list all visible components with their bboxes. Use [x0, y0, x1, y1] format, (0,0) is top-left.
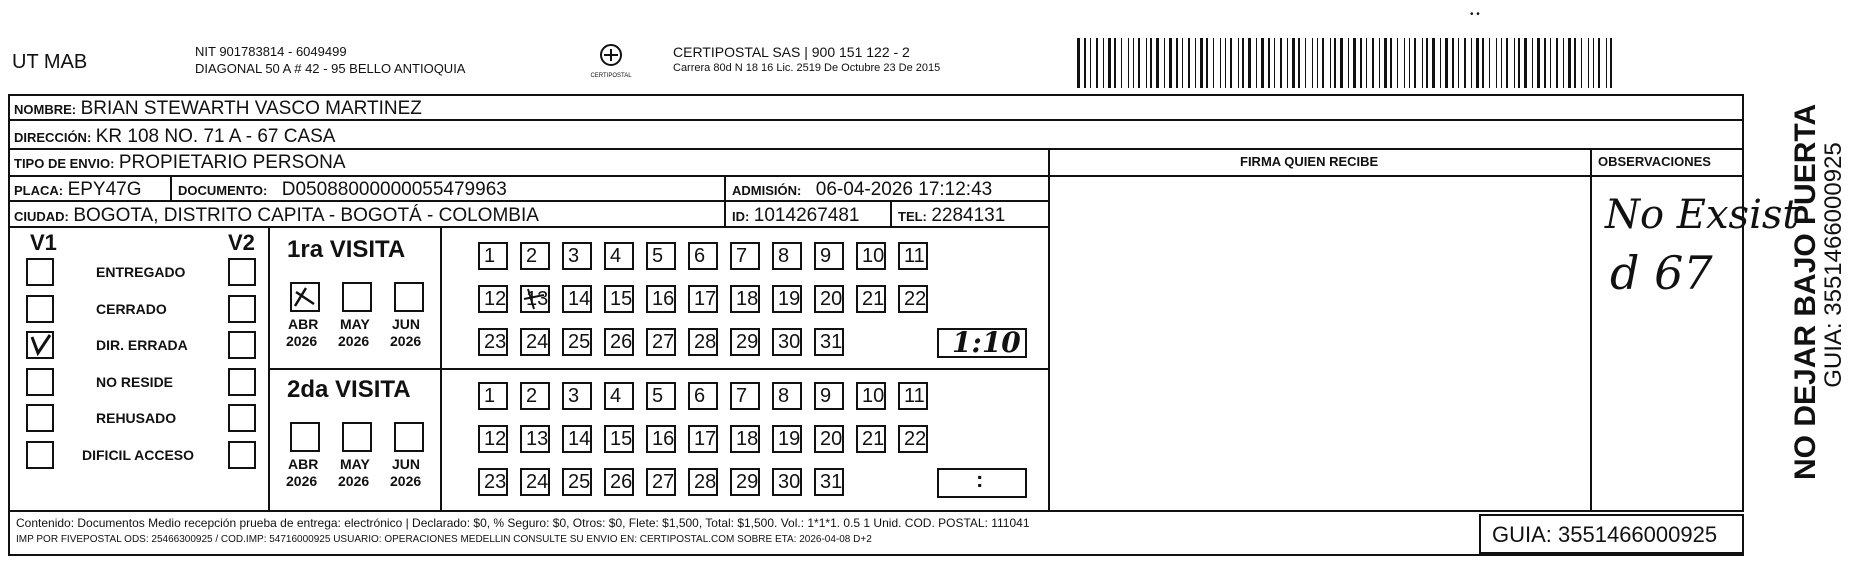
- day-box[interactable]: 26: [604, 468, 634, 496]
- day-box[interactable]: 1: [478, 382, 508, 410]
- day-box[interactable]: 18: [730, 285, 760, 313]
- month-checkbox[interactable]: [394, 422, 424, 452]
- day-box[interactable]: 6: [688, 242, 718, 270]
- v2-checkbox[interactable]: [228, 331, 256, 359]
- day-box[interactable]: 2: [520, 242, 550, 270]
- day-box[interactable]: 28: [688, 468, 718, 496]
- day-box[interactable]: 23: [478, 328, 508, 356]
- day-box[interactable]: 29: [730, 468, 760, 496]
- v2-label: V2: [228, 230, 255, 255]
- day-box[interactable]: 12: [478, 285, 508, 313]
- status-label: ENTREGADO: [96, 264, 186, 280]
- day-box[interactable]: 4: [604, 382, 634, 410]
- day-box[interactable]: 20: [814, 425, 844, 453]
- nombre-field: NOMBRE: BRIAN STEWARTH VASCO MARTINEZ: [14, 98, 422, 119]
- barcode: [1077, 38, 1615, 88]
- day-box[interactable]: 22: [898, 425, 928, 453]
- v2-checkbox[interactable]: [228, 368, 256, 396]
- day-box[interactable]: 17: [688, 285, 718, 313]
- month-label: ABR: [288, 316, 319, 332]
- day-box[interactable]: 17: [688, 425, 718, 453]
- day-box[interactable]: 29: [730, 328, 760, 356]
- day-box[interactable]: 25: [562, 468, 592, 496]
- company-address: DIAGONAL 50 A # 42 - 95 BELLO ANTIOQUIA: [195, 61, 466, 76]
- day-box[interactable]: 22: [898, 285, 928, 313]
- day-box[interactable]: 21: [856, 425, 886, 453]
- company-code: UT MAB: [12, 51, 88, 73]
- day-box[interactable]: 3: [562, 382, 592, 410]
- v1-checkbox[interactable]: [26, 295, 54, 323]
- barcode-marks: • •: [1470, 9, 1480, 20]
- year-label: 2026: [338, 473, 370, 489]
- day-box[interactable]: 16: [646, 425, 676, 453]
- day-box[interactable]: 1: [478, 242, 508, 270]
- v1-checkbox[interactable]: [26, 404, 54, 432]
- year-label: 2026: [390, 333, 422, 349]
- day-box[interactable]: 30: [772, 328, 802, 356]
- day-box[interactable]: 23: [478, 468, 508, 496]
- carrier-name: CERTIPOSTAL SAS | 900 151 122 - 2: [673, 44, 910, 60]
- v1-label: V1: [30, 230, 57, 255]
- month-checkbox[interactable]: [342, 282, 372, 312]
- day-box[interactable]: 21: [856, 285, 886, 313]
- day-box[interactable]: 19: [772, 425, 802, 453]
- day-box[interactable]: 11: [898, 242, 928, 270]
- year-label: 2026: [390, 473, 422, 489]
- admision-field: ADMISIÓN: 06-04-2026 17:12:43: [732, 179, 993, 200]
- v1-checkbox[interactable]: [26, 368, 54, 396]
- v2-checkbox[interactable]: [228, 441, 256, 469]
- day-box[interactable]: 7: [730, 242, 760, 270]
- documento-field: DOCUMENTO: D05088000000055479963: [178, 179, 507, 200]
- day-box[interactable]: 5: [646, 382, 676, 410]
- day-box[interactable]: 2: [520, 382, 550, 410]
- status-label: REHUSADO: [96, 410, 177, 426]
- svg-text:CERTIPOSTAL: CERTIPOSTAL: [590, 73, 632, 79]
- direccion-field: DIRECCIÓN: KR 108 NO. 71 A - 67 CASA: [14, 126, 336, 147]
- side-guia: GUIA: 3551466000925: [1820, 142, 1847, 388]
- day-box[interactable]: 31: [814, 328, 844, 356]
- day-box[interactable]: 16: [646, 285, 676, 313]
- footer-guia: GUIA: 3551466000925: [1492, 522, 1718, 547]
- year-label: 2026: [286, 473, 318, 489]
- carrier-address: Carrera 80d N 18 16 Lic. 2519 De Octubre 23 De 2015: [673, 62, 941, 74]
- day-box[interactable]: 13: [520, 425, 550, 453]
- id-field: ID: 1014267481: [732, 205, 860, 226]
- month-checkbox[interactable]: [394, 282, 424, 312]
- observacion-handwriting-2: d 67: [1610, 246, 1713, 300]
- day-box[interactable]: 10: [856, 242, 886, 270]
- tipo-envio-field: TIPO DE ENVIO: PROPIETARIO PERSONA: [14, 152, 346, 173]
- day-box[interactable]: 10: [856, 382, 886, 410]
- footer-line2: IMP POR FIVEPOSTAL ODS: 25466300925 / COD.IMP: 54716000925 USUARIO: OPERACIONES MEDELLIN CONSULTE SU ENVIO EN: CERTIPOSTAL.COM SOBRE ETA: 2026-04-08 D+2: [16, 534, 872, 545]
- day-box[interactable]: 8: [772, 382, 802, 410]
- day-box[interactable]: 12: [478, 425, 508, 453]
- nit: NIT 901783814 - 6049499: [195, 44, 347, 59]
- day-box[interactable]: 18: [730, 425, 760, 453]
- day-box[interactable]: 6: [688, 382, 718, 410]
- time-value: 1:10: [952, 326, 1021, 359]
- month-label: MAY: [340, 316, 370, 332]
- year-label: 2026: [286, 333, 318, 349]
- month-label: JUN: [392, 456, 421, 472]
- time-value: :: [976, 467, 984, 492]
- tel-field: TEL: 2284131: [898, 205, 1006, 226]
- day-box[interactable]: 5: [646, 242, 676, 270]
- day-box[interactable]: 7: [730, 382, 760, 410]
- v1-checkbox[interactable]: [26, 258, 54, 286]
- month-checkbox[interactable]: [290, 422, 320, 452]
- day-box[interactable]: 31: [814, 468, 844, 496]
- ciudad-field: CIUDAD: BOGOTA, DISTRITO CAPITA - BOGOTÁ - COLOMBIA: [14, 205, 539, 226]
- day-box[interactable]: 24: [520, 328, 550, 356]
- v2-checkbox[interactable]: [228, 404, 256, 432]
- day-box[interactable]: 26: [604, 328, 634, 356]
- side-warning: NO DEJAR BAJO PUERTA: [1789, 103, 1822, 480]
- v2-checkbox[interactable]: [228, 258, 256, 286]
- v2-checkbox[interactable]: [228, 295, 256, 323]
- status-label: DIFICIL ACCESO: [82, 447, 195, 463]
- firma-header: FIRMA QUIEN RECIBE: [1240, 154, 1379, 169]
- observaciones-header: OBSERVACIONES: [1598, 154, 1711, 169]
- day-box[interactable]: 9: [814, 242, 844, 270]
- day-box[interactable]: 27: [646, 328, 676, 356]
- day-box[interactable]: 28: [688, 328, 718, 356]
- day-box-marked[interactable]: 13: [520, 285, 550, 313]
- day-box[interactable]: 4: [604, 242, 634, 270]
- side-text: [1746, 90, 1866, 515]
- day-box[interactable]: 9: [814, 382, 844, 410]
- v1-checkbox-checked[interactable]: [26, 331, 54, 359]
- day-box[interactable]: 11: [898, 382, 928, 410]
- status-label: CERRADO: [96, 301, 167, 317]
- month-label: JUN: [392, 316, 421, 332]
- footer-line1: Contenido: Documentos Medio recepción prueba de entrega: electrónico | Declarado: $0, % Seguro: $0, Otros: $0, Flete: $1,500, Total: $1,500. Vol.: 1*1*1. 0.5 1 Unid. COD. POSTAL: 111041: [16, 516, 1030, 530]
- month-label: ABR: [288, 456, 319, 472]
- day-box[interactable]: 14: [562, 425, 592, 453]
- day-box[interactable]: 27: [646, 468, 676, 496]
- day-box[interactable]: 15: [604, 285, 634, 313]
- certipostal-logo: [583, 40, 639, 80]
- status-label: DIR. ERRADA: [96, 337, 188, 353]
- month-checkbox-checked[interactable]: [290, 282, 320, 312]
- day-box[interactable]: 25: [562, 328, 592, 356]
- day-box[interactable]: 3: [562, 242, 592, 270]
- second-visit-title: 2da VISITA: [287, 376, 411, 403]
- year-label: 2026: [338, 333, 370, 349]
- placa-field: PLACA: EPY47G: [14, 179, 142, 200]
- day-box[interactable]: 14: [562, 285, 592, 313]
- observacion-handwriting-1: No Exsist: [1605, 192, 1799, 238]
- v1-checkbox[interactable]: [26, 441, 54, 469]
- month-label: MAY: [340, 456, 370, 472]
- day-box[interactable]: 15: [604, 425, 634, 453]
- day-box[interactable]: 24: [520, 468, 550, 496]
- day-box[interactable]: 20: [814, 285, 844, 313]
- day-box[interactable]: 19: [772, 285, 802, 313]
- month-checkbox[interactable]: [342, 422, 372, 452]
- day-box[interactable]: 8: [772, 242, 802, 270]
- status-label: NO RESIDE: [96, 374, 174, 390]
- day-box[interactable]: 30: [772, 468, 802, 496]
- first-visit-title: 1ra VISITA: [287, 236, 406, 263]
